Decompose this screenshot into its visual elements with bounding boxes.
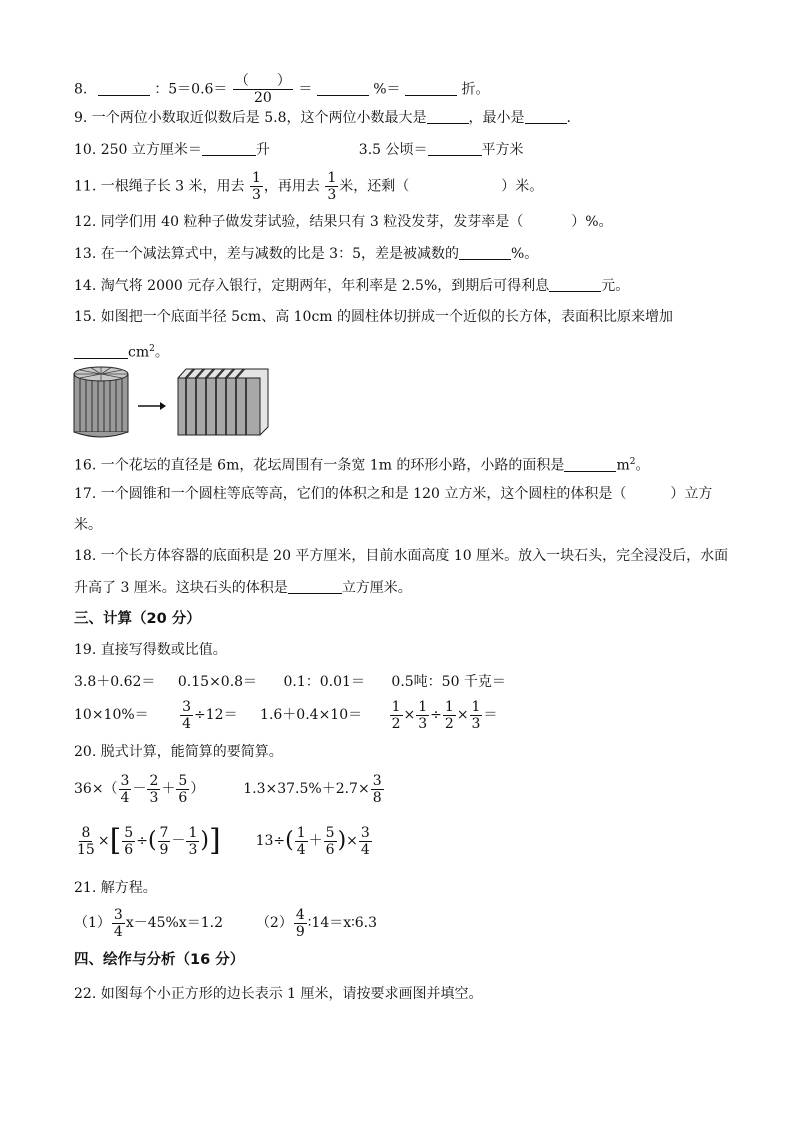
question-21: 21. 解方程。 bbox=[74, 880, 157, 896]
question-16: 16. 一个花坛的直径是 6m，花坛周围有一条宽 1m 的环形小路，小路的面积是 $m^2$。 bbox=[74, 457, 650, 474]
answer-blank[interactable] bbox=[317, 81, 369, 96]
q20-row-1: 36×（ $\frac{3}{4}$ － $\frac{2}{3}$ ＋ $\frac{5}{6}$ ） 1.3×37.5%＋2.7× $\frac{3}{8}$ bbox=[74, 772, 382, 806]
q19-row-1: 3.8＋0.62＝ 0.15×0.8＝ 0.1：0.01＝ 0.5吨：50 千克＝ bbox=[74, 674, 506, 690]
fraction: $\frac{( )}{20}$ bbox=[234, 73, 291, 106]
fraction: $\frac{1}{3}$ bbox=[251, 170, 261, 203]
answer-blank[interactable] bbox=[428, 141, 482, 156]
question-14: 14. 淘气将 2000 元存入银行，定期两年，年利率是 2.5%，到期后可得利息 元。 bbox=[74, 278, 630, 294]
cylinder-to-cuboid-figure bbox=[72, 364, 272, 440]
question-22: 22. 如图每个小正方形的边长表示 1 厘米，请按要求画图并填空。 bbox=[74, 986, 483, 1002]
arrow-right-icon bbox=[138, 402, 166, 410]
question-12: 12. 同学们用 40 粒种子做发芽试验，结果只有 3 粒没发芽，发芽率是（ ）%。 bbox=[74, 214, 613, 230]
answer-blank[interactable] bbox=[459, 245, 511, 260]
question-9: 9. 一个两位小数取近似数后是 5.8，这个两位小数最大是 ，最小是 . bbox=[74, 110, 571, 126]
answer-blank[interactable] bbox=[74, 344, 128, 359]
question-15: 15. 如图把一个底面半径 5cm、高 10cm 的圆柱体切拼成一个近似的长方体，表面积比原来增加 bbox=[74, 309, 674, 325]
section-heading: 四、绘作与分析（16 分） bbox=[74, 952, 245, 968]
question-19: 19. 直接写得数或比值。 bbox=[74, 642, 227, 658]
question-17-line2: 米。 bbox=[74, 517, 102, 533]
answer-blank[interactable] bbox=[525, 109, 567, 124]
answer-blank[interactable] bbox=[202, 141, 256, 156]
question-13: 13. 在一个减法算式中，差与减数的比是 3：5，差是被减数的 %。 bbox=[74, 246, 539, 262]
cylinder-shape bbox=[74, 367, 128, 437]
fraction: $\frac{3}{4}$ bbox=[182, 698, 192, 732]
cuboid-shape bbox=[178, 369, 268, 435]
q20-row-2: $\frac{8}{15}$ ×[ $\frac{5}{6}$ ÷( $\frac{7}{9}$ － $\frac{1}{3}$ )] 13÷( $\frac{1}{4}$ ＋ $\frac{5}{6}$ )× $\frac{3}{4}$ bbox=[77, 823, 370, 858]
answer-blank[interactable] bbox=[427, 109, 469, 124]
answer-blank[interactable] bbox=[405, 81, 457, 96]
q19-row-2: 10×10%＝ $\frac{3}{4}$ ÷12＝ 1.6＋0.4×10＝ $\frac{1}{2}$ × $\frac{1}{3}$ ÷ $\frac{1}{2}$ × $\frac{1}{3}$ ＝ bbox=[74, 698, 498, 732]
question-18-line2: 升高了 3 厘米。这块石头的体积是 立方厘米。 bbox=[74, 580, 412, 596]
question-11: 11. 一根绳子长 3 米，用去 $\frac{1}{3}$ ，再用去 $\frac{1}{3}$ 米，还剩（ ）米。 bbox=[74, 170, 544, 203]
question-15-answer: $cm^2$。 bbox=[74, 339, 169, 363]
question-10: 10. 250 立方厘米＝ 升 3.5 公顷＝ 平方米 bbox=[74, 142, 524, 158]
question-8: 8. ：5＝0.6＝ $\frac{( )}{20}$ ＝ %＝ 折。 bbox=[74, 73, 490, 106]
fraction: $\frac{1}{3}$ bbox=[327, 170, 337, 203]
answer-blank[interactable] bbox=[288, 579, 342, 594]
answer-blank[interactable] bbox=[564, 457, 616, 472]
question-17: 17. 一个圆锥和一个圆柱等底等高，它们的体积之和是 120 立方米，这个圆柱的体积是（ ）立方 bbox=[74, 486, 713, 502]
answer-blank[interactable] bbox=[98, 81, 150, 96]
q21-equations: （1） $\frac{3}{4}$ x－45%x＝1.2 （2） $\frac{4}{9}$ ∶14＝x∶6.3 bbox=[74, 906, 378, 940]
question-20: 20. 脱式计算，能简算的要简算。 bbox=[74, 744, 283, 760]
question-18: 18. 一个长方体容器的底面积是 20 平方厘米，目前水面高度 10 厘米。放入一块石头，完全浸没后，水面 bbox=[74, 548, 729, 564]
section-heading: 三、计算（20 分） bbox=[74, 611, 201, 627]
answer-blank[interactable] bbox=[549, 277, 601, 292]
